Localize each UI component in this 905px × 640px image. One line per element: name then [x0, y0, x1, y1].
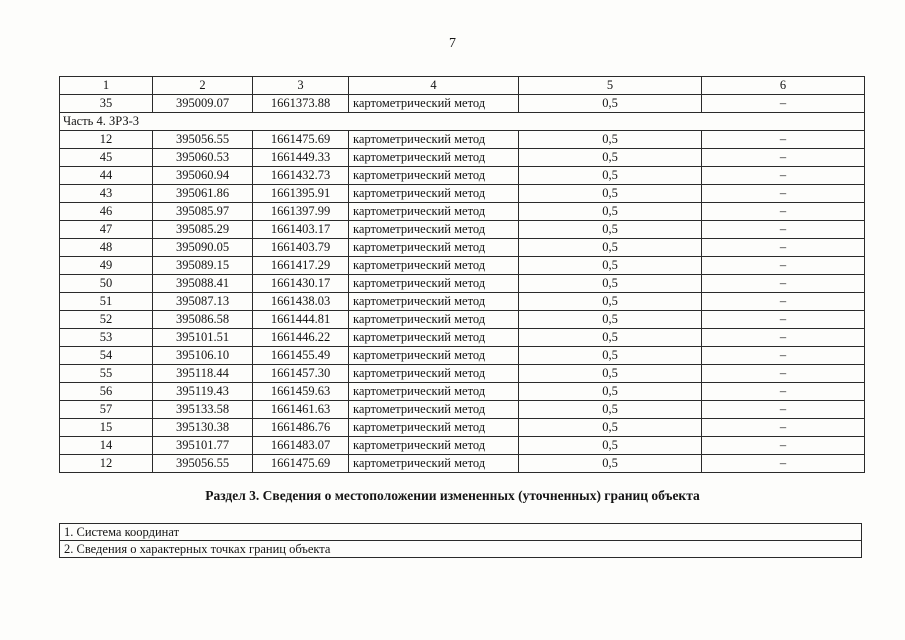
- method-cell: картометрический метод: [349, 221, 519, 239]
- note-cell: –: [702, 203, 865, 221]
- info-item-coordinate-system: 1. Система координат: [60, 524, 862, 541]
- point-number-cell: 35: [60, 95, 153, 113]
- coord-x-cell: 395089.15: [153, 257, 253, 275]
- coord-y-cell: 1661475.69: [253, 455, 349, 473]
- table-row: [60, 401, 865, 419]
- coord-x-cell: 395118.44: [153, 365, 253, 383]
- coord-y-cell: 1661455.49: [253, 347, 349, 365]
- note-cell: –: [702, 437, 865, 455]
- coord-x-cell: 395119.43: [153, 383, 253, 401]
- accuracy-cell: 0,5: [519, 221, 702, 239]
- accuracy-cell: 0,5: [519, 185, 702, 203]
- accuracy-cell: 0,5: [519, 365, 702, 383]
- method-cell: картометрический метод: [349, 131, 519, 149]
- coord-x-cell: 395061.86: [153, 185, 253, 203]
- point-number-cell: 57: [60, 401, 153, 419]
- method-cell: картометрический метод: [349, 383, 519, 401]
- table-row: [60, 311, 865, 329]
- table-row: [60, 167, 865, 185]
- table-row: [60, 275, 865, 293]
- coord-y-cell: 1661373.88: [253, 95, 349, 113]
- table-row: [60, 419, 865, 437]
- section-3-table: [59, 523, 862, 558]
- note-cell: –: [702, 185, 865, 203]
- accuracy-cell: 0,5: [519, 419, 702, 437]
- coordinates-table: [59, 76, 865, 473]
- accuracy-cell: 0,5: [519, 95, 702, 113]
- note-cell: –: [702, 383, 865, 401]
- note-cell: –: [702, 311, 865, 329]
- accuracy-cell: 0,5: [519, 239, 702, 257]
- coord-y-cell: 1661486.76: [253, 419, 349, 437]
- note-cell: –: [702, 365, 865, 383]
- note-cell: –: [702, 329, 865, 347]
- coord-y-cell: 1661446.22: [253, 329, 349, 347]
- coord-y-cell: 1661417.29: [253, 257, 349, 275]
- method-cell: картометрический метод: [349, 149, 519, 167]
- method-cell: картометрический метод: [349, 239, 519, 257]
- part-row: [60, 113, 865, 131]
- point-number-cell: 53: [60, 329, 153, 347]
- coord-x-cell: 395086.58: [153, 311, 253, 329]
- method-cell: картометрический метод: [349, 437, 519, 455]
- column-header: 6: [702, 77, 865, 95]
- point-number-cell: 56: [60, 383, 153, 401]
- accuracy-cell: 0,5: [519, 347, 702, 365]
- note-cell: –: [702, 455, 865, 473]
- method-cell: картометрический метод: [349, 347, 519, 365]
- coord-x-cell: 395133.58: [153, 401, 253, 419]
- method-cell: картометрический метод: [349, 185, 519, 203]
- note-cell: –: [702, 239, 865, 257]
- point-number-cell: 49: [60, 257, 153, 275]
- coord-y-cell: 1661397.99: [253, 203, 349, 221]
- coord-x-cell: 395087.13: [153, 293, 253, 311]
- coord-y-cell: 1661461.63: [253, 401, 349, 419]
- table-row: [60, 329, 865, 347]
- accuracy-cell: 0,5: [519, 293, 702, 311]
- accuracy-cell: 0,5: [519, 383, 702, 401]
- note-cell: –: [702, 275, 865, 293]
- method-cell: картометрический метод: [349, 203, 519, 221]
- page-number: 7: [449, 36, 456, 51]
- point-number-cell: 12: [60, 131, 153, 149]
- accuracy-cell: 0,5: [519, 329, 702, 347]
- method-cell: картометрический метод: [349, 275, 519, 293]
- table-header-row: [60, 77, 865, 95]
- table-row: [60, 524, 862, 541]
- coord-y-cell: 1661449.33: [253, 149, 349, 167]
- coord-y-cell: 1661430.17: [253, 275, 349, 293]
- table-row: [60, 203, 865, 221]
- note-cell: –: [702, 401, 865, 419]
- section-title: Раздел 3. Сведения о местоположении измененных (уточненных) границ объекта: [205, 488, 700, 503]
- column-header: 1: [60, 77, 153, 95]
- coord-y-cell: 1661483.07: [253, 437, 349, 455]
- point-number-cell: 55: [60, 365, 153, 383]
- table-row: [60, 257, 865, 275]
- coord-y-cell: 1661457.30: [253, 365, 349, 383]
- table-row: [60, 383, 865, 401]
- note-cell: –: [702, 257, 865, 275]
- table-row: [60, 293, 865, 311]
- column-header: 4: [349, 77, 519, 95]
- table-row: [60, 185, 865, 203]
- table-row: [60, 455, 865, 473]
- method-cell: картометрический метод: [349, 293, 519, 311]
- table-row: [60, 365, 865, 383]
- coord-x-cell: 395056.55: [153, 455, 253, 473]
- coord-x-cell: 395130.38: [153, 419, 253, 437]
- accuracy-cell: 0,5: [519, 311, 702, 329]
- table-row: [60, 95, 865, 113]
- note-cell: –: [702, 131, 865, 149]
- method-cell: картометрический метод: [349, 401, 519, 419]
- accuracy-cell: 0,5: [519, 401, 702, 419]
- coord-x-cell: 395090.05: [153, 239, 253, 257]
- coord-y-cell: 1661475.69: [253, 131, 349, 149]
- method-cell: картометрический метод: [349, 167, 519, 185]
- point-number-cell: 12: [60, 455, 153, 473]
- point-number-cell: 47: [60, 221, 153, 239]
- coord-y-cell: 1661403.17: [253, 221, 349, 239]
- method-cell: картометрический метод: [349, 329, 519, 347]
- method-cell: картометрический метод: [349, 419, 519, 437]
- table-row: [60, 131, 865, 149]
- coord-y-cell: 1661395.91: [253, 185, 349, 203]
- point-number-cell: 14: [60, 437, 153, 455]
- method-cell: картометрический метод: [349, 311, 519, 329]
- coord-y-cell: 1661403.79: [253, 239, 349, 257]
- coord-y-cell: 1661459.63: [253, 383, 349, 401]
- point-number-cell: 54: [60, 347, 153, 365]
- accuracy-cell: 0,5: [519, 437, 702, 455]
- column-header: 3: [253, 77, 349, 95]
- point-number-cell: 43: [60, 185, 153, 203]
- table-row: [60, 541, 862, 558]
- coord-x-cell: 395088.41: [153, 275, 253, 293]
- accuracy-cell: 0,5: [519, 131, 702, 149]
- coord-y-cell: 1661438.03: [253, 293, 349, 311]
- point-number-cell: 45: [60, 149, 153, 167]
- accuracy-cell: 0,5: [519, 275, 702, 293]
- table-row: [60, 437, 865, 455]
- note-cell: –: [702, 293, 865, 311]
- coord-y-cell: 1661444.81: [253, 311, 349, 329]
- accuracy-cell: 0,5: [519, 203, 702, 221]
- info-item-boundary-points: 2. Сведения о характерных точках границ объекта: [60, 541, 862, 558]
- coord-y-cell: 1661432.73: [253, 167, 349, 185]
- point-number-cell: 50: [60, 275, 153, 293]
- table-row: [60, 149, 865, 167]
- method-cell: картометрический метод: [349, 365, 519, 383]
- method-cell: картометрический метод: [349, 257, 519, 275]
- part-label: Часть 4. ЗРЗ-3: [60, 113, 865, 131]
- point-number-cell: 15: [60, 419, 153, 437]
- point-number-cell: 48: [60, 239, 153, 257]
- accuracy-cell: 0,5: [519, 257, 702, 275]
- method-cell: картометрический метод: [349, 95, 519, 113]
- coord-x-cell: 395009.07: [153, 95, 253, 113]
- table-row: [60, 347, 865, 365]
- note-cell: –: [702, 419, 865, 437]
- coord-x-cell: 395101.51: [153, 329, 253, 347]
- note-cell: –: [702, 221, 865, 239]
- coord-x-cell: 395060.53: [153, 149, 253, 167]
- column-header: 2: [153, 77, 253, 95]
- point-number-cell: 44: [60, 167, 153, 185]
- coord-x-cell: 395085.97: [153, 203, 253, 221]
- table-row: [60, 239, 865, 257]
- column-header: 5: [519, 77, 702, 95]
- table-row: [60, 221, 865, 239]
- point-number-cell: 52: [60, 311, 153, 329]
- method-cell: картометрический метод: [349, 455, 519, 473]
- accuracy-cell: 0,5: [519, 455, 702, 473]
- coord-x-cell: 395106.10: [153, 347, 253, 365]
- coord-x-cell: 395085.29: [153, 221, 253, 239]
- note-cell: –: [702, 95, 865, 113]
- point-number-cell: 46: [60, 203, 153, 221]
- coord-x-cell: 395060.94: [153, 167, 253, 185]
- coord-x-cell: 395101.77: [153, 437, 253, 455]
- note-cell: –: [702, 167, 865, 185]
- accuracy-cell: 0,5: [519, 149, 702, 167]
- accuracy-cell: 0,5: [519, 167, 702, 185]
- note-cell: –: [702, 347, 865, 365]
- note-cell: –: [702, 149, 865, 167]
- coord-x-cell: 395056.55: [153, 131, 253, 149]
- point-number-cell: 51: [60, 293, 153, 311]
